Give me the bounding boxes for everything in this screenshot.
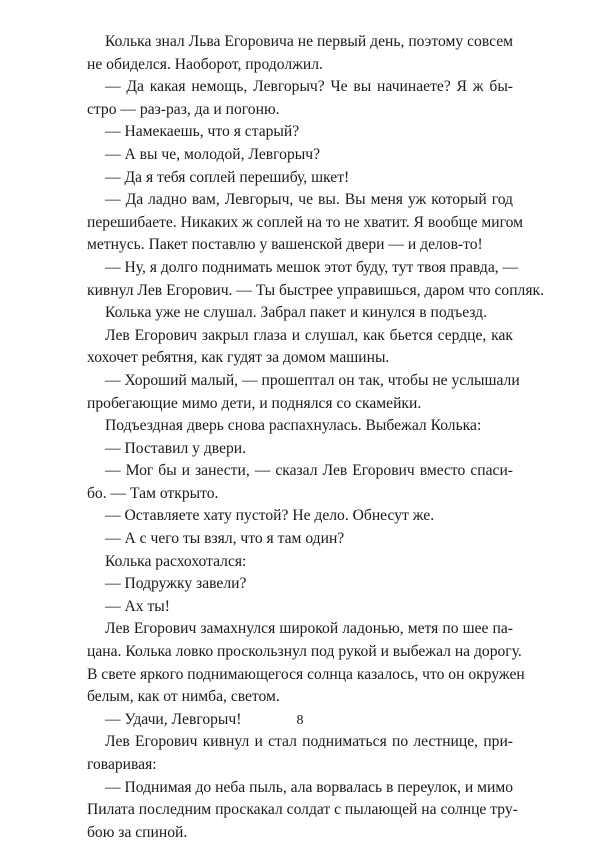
page-number: 8 xyxy=(296,713,304,728)
text-line: Лев Егорович замахнулся широкой ладонью, метя по шее па- xyxy=(105,620,513,638)
text-line: В свете яркого поднимающегося солнца казалось, что он окружен xyxy=(87,665,525,683)
text-line: пробегающие мимо дети, и поднялся со скамейки. xyxy=(87,394,422,412)
text-line: Колька уже не слушал. Забрал пакет и кинулся в подъезд. xyxy=(105,304,488,322)
text-line: — Оставляете хату пустой? Не дело. Обнесут же. xyxy=(105,507,435,525)
text-line: кивнул Лев Егорович. — Ты быстрее управишься, даром что сопляк. xyxy=(87,281,544,299)
text-line: бо. — Там открыто. xyxy=(87,484,219,502)
text-line: — Поднимая до неба пыль, ала ворвалась в переулок, и мимо xyxy=(105,778,514,796)
text-line: — Да ладно вам, Левгорыч, че вы. Вы меня уж который год xyxy=(105,191,513,209)
text-line: — Поставил у двери. xyxy=(105,439,247,457)
text-line: Колька знал Льва Егоровича не первый день, поэтому совсем xyxy=(105,33,513,50)
text-line: — А вы че, молодой, Левгорыч? xyxy=(105,145,321,163)
text-line: — Мог бы и занести, — сказал Лев Егорович вместо спаси- xyxy=(105,462,513,480)
text-line: Колька расхохотался: xyxy=(105,552,247,570)
text-line: говаривая: xyxy=(87,756,157,773)
text-line: бою за спиной. xyxy=(87,823,188,841)
text-line: — Ну, я долго поднимать мешок этот буду, тут твоя правда, — xyxy=(105,258,519,276)
text-line: белым, как от нимба, светом. xyxy=(87,688,280,706)
text-line: — Да какая немощь, Левгорыч? Че вы начинаете? Я ж бы- xyxy=(105,78,513,96)
text-line: — Хороший малый, — прошептал он так, чтобы не услышали xyxy=(105,371,520,389)
text-line: стро — раз-раз, да и погоню. xyxy=(87,100,280,118)
text-line: метнусь. Пакет поставлю у вашенской двери — и делов-то! xyxy=(87,236,483,254)
text-line: — Ах ты! xyxy=(105,597,170,615)
text-line: Пилата последним проскакал солдат с пылающей на солнце тру- xyxy=(87,801,518,819)
text-line: Подъездная дверь снова распахнулась. Выбежал Колька: xyxy=(105,417,482,435)
text-line: перешибаете. Никаких ж соплей на то не хватит. Я вообще мигом xyxy=(87,213,524,231)
text-line: не обиделся. Наоборот, продолжил. xyxy=(87,55,323,73)
text-line: — А с чего ты взял, что я там один? xyxy=(105,530,345,548)
text-line: — Подружку завели? xyxy=(105,575,247,593)
text-line: хохочет ребятня, как гудят за домом машины. xyxy=(87,349,390,367)
text-line: Лев Егорович кивнул и стал подниматься по лестнице, при- xyxy=(105,733,513,751)
text-line: — Намекаешь, что я старый? xyxy=(105,123,300,141)
text-line: — Удачи, Левгорыч! xyxy=(105,710,242,728)
text-line: цана. Колька ловко проскользнул под рукой и выбежал на дорогу. xyxy=(87,643,522,661)
text-line: — Да я тебя соплей перешибу, шкет! xyxy=(105,168,350,186)
text-line: Лев Егорович закрыл глаза и слушал, как бьется сердце, как xyxy=(105,326,513,344)
